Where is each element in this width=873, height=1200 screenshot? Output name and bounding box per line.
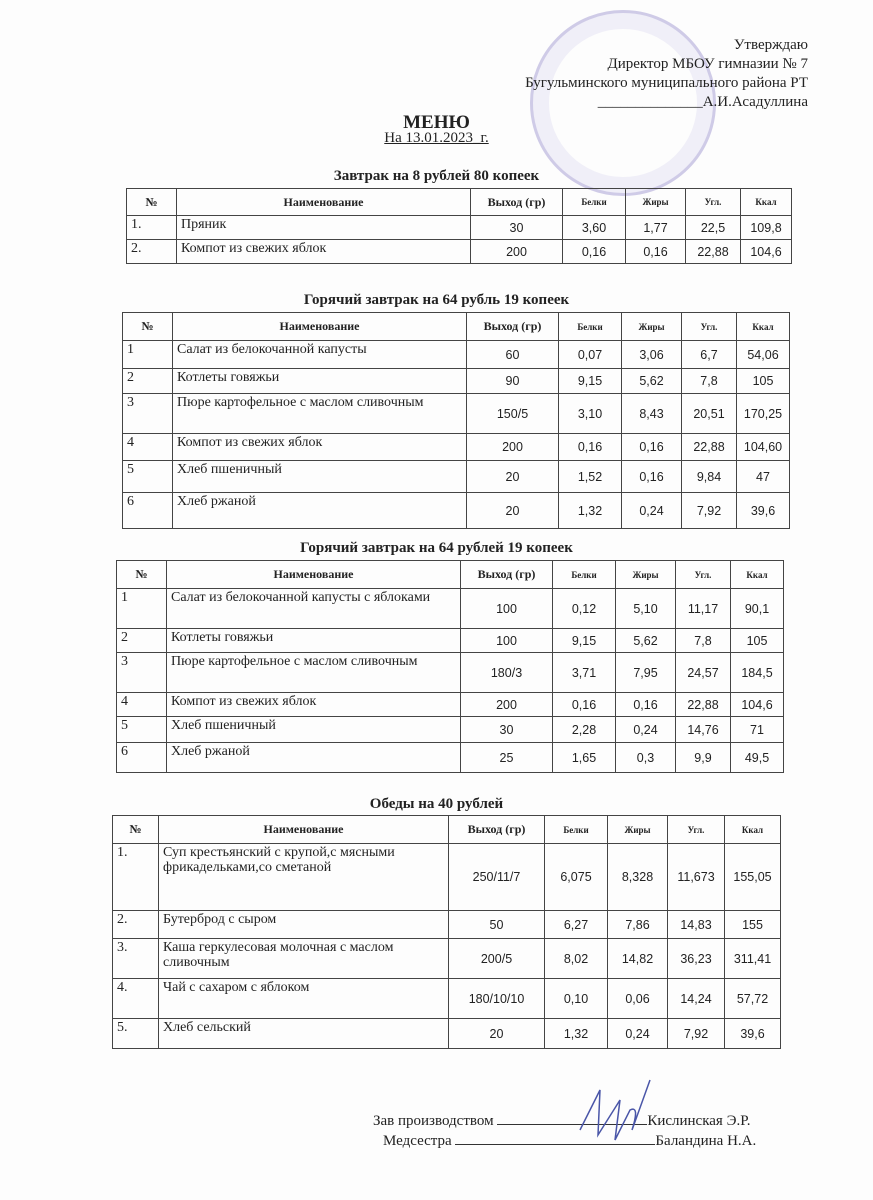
cell-num: 3.	[113, 939, 159, 979]
cell-num: 4.	[113, 979, 159, 1019]
menu-table	[112, 815, 781, 1049]
cell-kcal: 104,60	[737, 434, 790, 461]
cell-num: 5	[117, 717, 167, 743]
cell-fat: 8,43	[622, 394, 682, 434]
cell-protein: 3,60	[563, 216, 626, 240]
cell-protein: 0,12	[553, 589, 616, 629]
cell-fat: 7,95	[616, 653, 676, 693]
cell-kcal: 184,5	[731, 653, 784, 693]
cell-fat: 0,24	[616, 717, 676, 743]
menu-title: МЕНЮ	[403, 112, 470, 133]
column-header-fat: Жиры	[616, 561, 676, 589]
cell-output: 30	[471, 216, 563, 240]
cell-fat: 0,24	[622, 493, 682, 529]
signature-chef	[373, 1110, 750, 1131]
table-row	[123, 369, 790, 394]
column-header-fat: Жиры	[608, 816, 668, 844]
cell-name: Хлеб сельский	[159, 1019, 449, 1049]
cell-carbs: 9,9	[676, 743, 731, 773]
cell-protein: 3,10	[559, 394, 622, 434]
section-title: Горячий завтрак на 64 рубль 19 копеек	[303, 292, 570, 308]
cell-output: 30	[461, 717, 553, 743]
table-header-row	[113, 816, 781, 844]
menu-table	[116, 560, 784, 773]
cell-fat: 0,3	[616, 743, 676, 773]
cell-carbs: 22,88	[682, 434, 737, 461]
chef-label: Зав производством	[373, 1113, 494, 1129]
cell-num: 2	[117, 629, 167, 653]
column-header-fat: Жиры	[626, 189, 686, 216]
cell-carbs: 7,92	[668, 1019, 725, 1049]
menu-table	[122, 312, 790, 529]
cell-fat: 0,16	[622, 434, 682, 461]
cell-num: 6	[117, 743, 167, 773]
cell-fat: 7,86	[608, 911, 668, 939]
cell-kcal: 47	[737, 461, 790, 493]
cell-output: 180/3	[461, 653, 553, 693]
cell-carbs: 14,83	[668, 911, 725, 939]
cell-num: 1	[123, 341, 173, 369]
cell-protein: 9,15	[553, 629, 616, 653]
column-header-name: Наименование	[159, 816, 449, 844]
cell-carbs: 20,51	[682, 394, 737, 434]
cell-output: 25	[461, 743, 553, 773]
section-title: Горячий завтрак на 64 рублей 19 копеек	[300, 540, 573, 556]
column-header-carbs: Угл.	[686, 189, 741, 216]
cell-protein: 6,075	[545, 844, 608, 911]
column-header-kcal: Ккал	[725, 816, 781, 844]
cell-fat: 5,62	[616, 629, 676, 653]
cell-kcal: 54,06	[737, 341, 790, 369]
column-header-num: №	[123, 313, 173, 341]
table-row	[113, 979, 781, 1019]
column-header-protein: Белки	[559, 313, 622, 341]
table-row	[123, 493, 790, 529]
table-row	[113, 844, 781, 911]
table-header-row	[123, 313, 790, 341]
cell-output: 20	[467, 493, 559, 529]
column-header-kcal: Ккал	[737, 313, 790, 341]
cell-output: 60	[467, 341, 559, 369]
cell-output: 180/10/10	[449, 979, 545, 1019]
table-header-row	[117, 561, 784, 589]
table-row	[127, 216, 792, 240]
cell-protein: 1,32	[559, 493, 622, 529]
cell-num: 4	[123, 434, 173, 461]
cell-carbs: 7,8	[682, 369, 737, 394]
cell-protein: 6,27	[545, 911, 608, 939]
cell-protein: 0,07	[559, 341, 622, 369]
cell-fat: 0,06	[608, 979, 668, 1019]
column-header-num: №	[113, 816, 159, 844]
cell-fat: 8,328	[608, 844, 668, 911]
cell-output: 50	[449, 911, 545, 939]
section-title: Обеды на 40 рублей	[369, 796, 504, 812]
cell-name: Хлеб ржаной	[167, 743, 461, 773]
cell-num: 1.	[127, 216, 177, 240]
cell-num: 2	[123, 369, 173, 394]
cell-name: Пюре картофельное с маслом сливочным	[167, 653, 461, 693]
cell-num: 4	[117, 693, 167, 717]
cell-fat: 14,82	[608, 939, 668, 979]
cell-name: Компот из свежих яблок	[173, 434, 467, 461]
cell-fat: 0,16	[626, 240, 686, 264]
cell-carbs: 6,7	[682, 341, 737, 369]
cell-protein: 1,52	[559, 461, 622, 493]
cell-name: Бутерброд с сыром	[159, 911, 449, 939]
cell-name: Компот из свежих яблок	[177, 240, 471, 264]
column-header-num: №	[117, 561, 167, 589]
cell-output: 100	[461, 629, 553, 653]
approval-signature-line: ______________А.И.Асадуллина	[597, 94, 808, 110]
cell-kcal: 39,6	[725, 1019, 781, 1049]
nurse-label: Медсестра	[383, 1133, 452, 1149]
menu-date	[0, 130, 873, 147]
cell-output: 200	[461, 693, 553, 717]
table-row	[127, 240, 792, 264]
cell-output: 90	[467, 369, 559, 394]
cell-name: Хлеб ржаной	[173, 493, 467, 529]
cell-name: Каша геркулесовая молочная с маслом сливочным	[159, 939, 449, 979]
cell-name: Суп крестьянский с крупой,с мясными фрикадельками,со сметаной	[159, 844, 449, 911]
cell-fat: 5,10	[616, 589, 676, 629]
cell-protein: 9,15	[559, 369, 622, 394]
cell-num: 1.	[113, 844, 159, 911]
table-row	[113, 911, 781, 939]
section-title: Завтрак на 8 рублей 80 копеек	[333, 168, 540, 184]
cell-fat: 0,24	[608, 1019, 668, 1049]
cell-kcal: 109,8	[741, 216, 792, 240]
cell-kcal: 71	[731, 717, 784, 743]
cell-carbs: 7,8	[676, 629, 731, 653]
cell-output: 150/5	[467, 394, 559, 434]
cell-protein: 1,32	[545, 1019, 608, 1049]
cell-num: 6	[123, 493, 173, 529]
table-row	[123, 394, 790, 434]
cell-carbs: 11,17	[676, 589, 731, 629]
table-row	[123, 461, 790, 493]
cell-carbs: 22,88	[686, 240, 741, 264]
column-header-num: №	[127, 189, 177, 216]
cell-kcal: 105	[731, 629, 784, 653]
handwritten-signature	[570, 1075, 660, 1150]
cell-protein: 2,28	[553, 717, 616, 743]
cell-name: Пюре картофельное с маслом сливочным	[173, 394, 467, 434]
cell-kcal: 57,72	[725, 979, 781, 1019]
cell-carbs: 11,673	[668, 844, 725, 911]
cell-protein: 0,16	[553, 693, 616, 717]
table-row	[117, 717, 784, 743]
cell-carbs: 36,23	[668, 939, 725, 979]
cell-name: Хлеб пшеничный	[167, 717, 461, 743]
cell-kcal: 105	[737, 369, 790, 394]
cell-name: Чай с сахаром с яблоком	[159, 979, 449, 1019]
cell-carbs: 9,84	[682, 461, 737, 493]
cell-fat: 5,62	[622, 369, 682, 394]
column-header-output: Выход (гр)	[449, 816, 545, 844]
cell-num: 5	[123, 461, 173, 493]
approval-line: Директор МБОУ гимназии № 7	[607, 56, 808, 72]
table-row	[117, 653, 784, 693]
cell-kcal: 39,6	[737, 493, 790, 529]
table-row	[123, 434, 790, 461]
table-row	[113, 1019, 781, 1049]
cell-fat: 0,16	[616, 693, 676, 717]
table-row	[117, 693, 784, 717]
cell-carbs: 7,92	[682, 493, 737, 529]
cell-carbs: 14,24	[668, 979, 725, 1019]
table-header-row	[127, 189, 792, 216]
cell-carbs: 22,5	[686, 216, 741, 240]
column-header-protein: Белки	[563, 189, 626, 216]
cell-output: 200	[471, 240, 563, 264]
cell-protein: 3,71	[553, 653, 616, 693]
cell-name: Котлеты говяжьи	[173, 369, 467, 394]
cell-output: 100	[461, 589, 553, 629]
column-header-carbs: Угл.	[668, 816, 725, 844]
menu-date-text: На 13.01.2023_г.	[384, 130, 489, 146]
nurse-name: Баландина Н.А.	[655, 1133, 757, 1149]
table-row	[117, 629, 784, 653]
cell-kcal: 104,6	[731, 693, 784, 717]
column-header-output: Выход (гр)	[471, 189, 563, 216]
column-header-fat: Жиры	[622, 313, 682, 341]
column-header-protein: Белки	[545, 816, 608, 844]
cell-kcal: 170,25	[737, 394, 790, 434]
cell-carbs: 14,76	[676, 717, 731, 743]
cell-kcal: 155,05	[725, 844, 781, 911]
cell-num: 3	[123, 394, 173, 434]
cell-kcal: 155	[725, 911, 781, 939]
cell-kcal: 311,41	[725, 939, 781, 979]
cell-output: 200	[467, 434, 559, 461]
cell-protein: 1,65	[553, 743, 616, 773]
cell-num: 2.	[113, 911, 159, 939]
table-row	[123, 341, 790, 369]
table-row	[117, 743, 784, 773]
cell-carbs: 22,88	[676, 693, 731, 717]
cell-kcal: 104,6	[741, 240, 792, 264]
column-header-output: Выход (гр)	[467, 313, 559, 341]
cell-fat: 0,16	[622, 461, 682, 493]
cell-name: Салат из белокочанной капусты	[173, 341, 467, 369]
column-header-name: Наименование	[173, 313, 467, 341]
cell-carbs: 24,57	[676, 653, 731, 693]
column-header-carbs: Угл.	[676, 561, 731, 589]
approval-line: Бугульминского муниципального района РТ	[525, 75, 808, 91]
table-row	[117, 589, 784, 629]
cell-output: 250/11/7	[449, 844, 545, 911]
cell-num: 5.	[113, 1019, 159, 1049]
approval-block	[525, 36, 808, 112]
cell-output: 20	[449, 1019, 545, 1049]
cell-name: Пряник	[177, 216, 471, 240]
cell-fat: 3,06	[622, 341, 682, 369]
cell-num: 2.	[127, 240, 177, 264]
column-header-name: Наименование	[167, 561, 461, 589]
column-header-protein: Белки	[553, 561, 616, 589]
cell-output: 200/5	[449, 939, 545, 979]
cell-name: Котлеты говяжьи	[167, 629, 461, 653]
cell-protein: 0,16	[563, 240, 626, 264]
cell-fat: 1,77	[626, 216, 686, 240]
cell-protein: 8,02	[545, 939, 608, 979]
cell-num: 3	[117, 653, 167, 693]
cell-protein: 0,16	[559, 434, 622, 461]
cell-name: Хлеб пшеничный	[173, 461, 467, 493]
cell-kcal: 90,1	[731, 589, 784, 629]
approval-line: Утверждаю	[733, 37, 808, 53]
cell-protein: 0,10	[545, 979, 608, 1019]
cell-name: Салат из белокочанной капусты с яблоками	[167, 589, 461, 629]
menu-table	[126, 188, 792, 264]
cell-num: 1	[117, 589, 167, 629]
table-row	[113, 939, 781, 979]
column-header-name: Наименование	[177, 189, 471, 216]
column-header-kcal: Ккал	[741, 189, 792, 216]
column-header-output: Выход (гр)	[461, 561, 553, 589]
cell-name: Компот из свежих яблок	[167, 693, 461, 717]
column-header-carbs: Угл.	[682, 313, 737, 341]
chef-name: Кислинская Э.Р.	[647, 1113, 751, 1129]
cell-output: 20	[467, 461, 559, 493]
cell-kcal: 49,5	[731, 743, 784, 773]
column-header-kcal: Ккал	[731, 561, 784, 589]
